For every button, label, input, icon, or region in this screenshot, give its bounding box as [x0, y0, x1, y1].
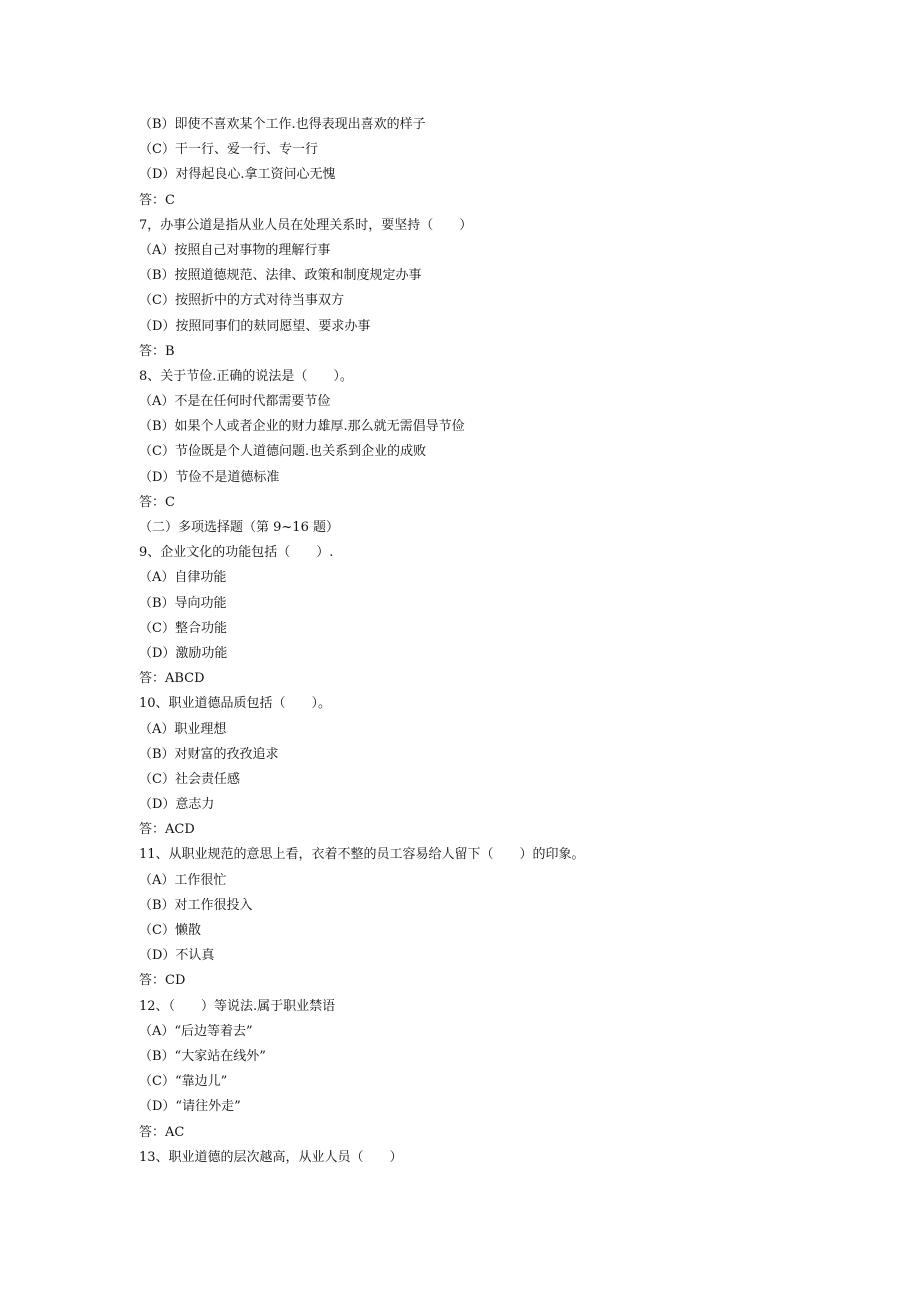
option-line: （D）意志力	[139, 797, 215, 813]
option-line: （C）按照折中的方式对待当事双方	[139, 293, 344, 309]
option-line: （D）对得起良心.拿工资问心无愧	[139, 167, 336, 183]
option-line: （D）按照同事们的麸同愿望、要求办事	[139, 318, 371, 334]
question-line: 10、职业道德品质包括（ ）。	[139, 696, 332, 712]
option-line: （B）对财富的孜孜追求	[139, 746, 279, 762]
option-line: （B）“大家站在线外”	[139, 1048, 266, 1064]
option-line: （A）自律功能	[139, 570, 227, 586]
option-line: （A）按照自己对事物的理解行事	[139, 242, 331, 258]
option-line: （B）对工作很投入	[139, 897, 253, 913]
option-line: （D）节俭不是道德标准	[139, 469, 280, 485]
option-line: （A）“后边等着去”	[139, 1023, 253, 1039]
answer-line: 答：AC	[139, 1124, 185, 1140]
question-line: 12、（ ）等说法.属于职业禁语	[139, 998, 336, 1014]
option-line: （C）整合功能	[139, 620, 227, 636]
option-line: （C）节俭既是个人道德问题.也关系到企业的成败	[139, 444, 427, 460]
answer-line: 答：C	[139, 494, 175, 510]
option-line: （B）按照道德规范、法律、政策和制度规定办事	[139, 268, 422, 284]
option-line: （A）工作很忙	[139, 872, 227, 888]
option-line: （D）不认真	[139, 948, 215, 964]
question-line: 9、企业文化的功能包括（ ）.	[139, 545, 334, 561]
question-line: 13、职业道德的层次越高，从业人员（ ）	[139, 1149, 403, 1165]
option-line: （C）懒散	[139, 923, 201, 938]
question-line: 11、从职业规范的意思上看，衣着不整的员工容易给人留下（ ）的印象。	[139, 847, 585, 863]
option-line: （C）干一行、爱一行、专一行	[139, 142, 318, 158]
option-line: （B）即使不喜欢某个工作.也得表现出喜欢的样子	[139, 117, 426, 132]
question-line: 7，办事公道是指从业人员在处理关系时，要坚持（ ）	[139, 217, 473, 233]
answer-line: 答：CD	[139, 973, 186, 989]
option-line: （C）“靠边儿”	[139, 1074, 228, 1090]
section-heading: （二）多项选择题（第 9~16 题）	[139, 520, 339, 535]
option-line: （B）如果个人或者企业的财力雄厚.那么就无需倡导节俭	[139, 419, 465, 435]
option-line: （C）社会责任感	[139, 771, 240, 787]
option-line: （A）职业理想	[139, 721, 227, 737]
option-line: （D）激励功能	[139, 645, 228, 661]
document-body	[139, 112, 839, 1170]
question-line: 8、关于节俭.正确的说法是（ ）。	[139, 368, 353, 384]
option-line: （D）“请往外走”	[139, 1099, 241, 1115]
answer-line: 答：C	[139, 192, 175, 208]
option-line: （B）导向功能	[139, 595, 227, 611]
answer-line: 答：ACD	[139, 822, 195, 838]
answer-line: 答：B	[139, 343, 175, 359]
answer-line: 答：ABCD	[139, 671, 205, 687]
option-line: （A）不是在任何时代都需要节俭	[139, 394, 331, 410]
